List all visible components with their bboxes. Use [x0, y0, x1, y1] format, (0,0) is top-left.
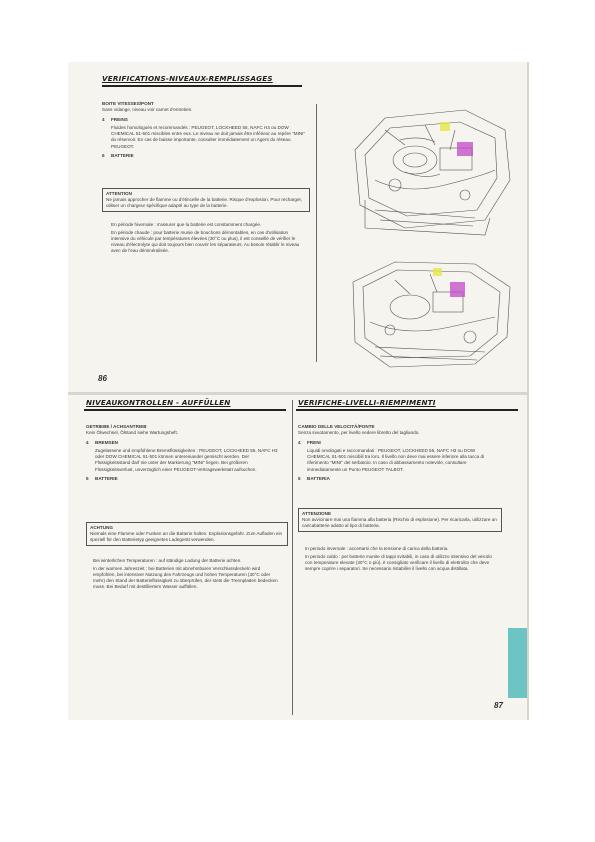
upper-heading: VERIFICATIONS-NIVEAUX-REMPLISSAGES — [102, 74, 273, 83]
winter-text: Bei winterlichen Temperaturen : auf ständige Ladung der Batterie achten. — [93, 558, 242, 563]
boite-title: BOITE VITESSES/PONT — [102, 101, 154, 106]
cambio-title: CAMBIO DELLE VELOCITÀ/PONTE — [298, 424, 375, 429]
upper-battery-text — [111, 222, 305, 256]
batteria-title: BATTERIA — [307, 475, 330, 481]
engine-bay-illustration-1 — [345, 100, 515, 240]
freni-number: 4 — [298, 440, 301, 446]
page-number-87: 87 — [494, 701, 503, 710]
cambio-text: Senza svuotamento, per livello vedere libretto del tagliando. — [298, 430, 420, 436]
attenzione-title: ATTENZIONE — [302, 511, 332, 516]
freins-text: Fluides homologués et recommandés : PEUGEOT, LOCKHEED 55, NAFC H3 ou DOW CHEMICAL 51-501 miscibles entre eux. Le niveau ne doit jamais être inférieur au repère "MINI" du réservoir. En cas de baisse importante, consulter immédiatement un Agent du réseau PEUGEOT. — [111, 125, 306, 149]
battery-highlight-2 — [450, 282, 465, 297]
batteria-number: 5 — [298, 475, 301, 481]
upper-heading-rule — [102, 85, 302, 87]
warm-text: In der warmen Jahreszeit : bei Batterien mit abnehmbaren Verschlussdeckeln wird empfohlen, bei intensiver Nutzung des Fahrzeugs und hohen Temperaturen (30°C oder mehr) den Stand der Batterieflüssigkeit zu überprüfen, der stets die Trennplatten bedecken muss. Bei Bedarf mit destilliertem Wasser auffüllen. — [93, 566, 278, 590]
batterie-de-number: 5 — [86, 475, 89, 481]
caldo-text: In periodo caldo : per batterie munite di tappi svitabili, in caso di utilizzo intensivo del veicolo con temperature elevate (30°C o più), è consigliato verificare il livello di elettrolito che deve sempre coprire i separatori. Se necessario ristabilire il livello con acqua distillata. — [305, 554, 492, 572]
achtung-text: Niemals eine Flamme oder Funken an die Batterie halten. Explosionsgefahr. Zum Aufladen ein speziell für den Batterietyp geeignetes Ladegerät verwenden. — [90, 530, 283, 542]
fluid-reservoir-highlight-2 — [433, 268, 442, 276]
lower-left-heading-rule — [84, 409, 286, 411]
engine-bay-illustration-2 — [345, 252, 515, 372]
getriebe-text: Kein Ölwechsel, Ölstand siehe Wartungsheft. — [86, 430, 179, 436]
page-fold-line — [68, 392, 527, 395]
lower-right-text-block — [298, 424, 498, 484]
batterie-title: BATTERIE — [111, 152, 134, 158]
getriebe-title: GETRIEBE / ACHSANTRIEB — [86, 424, 147, 429]
lower-center-rule — [292, 400, 293, 715]
achtung-box — [86, 522, 288, 546]
invernale-text: In periodo invernale : accertarsi che la tensione di carica della batteria. — [305, 546, 449, 551]
bremsen-number: 4 — [86, 440, 89, 446]
fluid-reservoir-highlight — [440, 122, 450, 131]
freins-number: 4 — [102, 117, 105, 123]
batterie-number: 6 — [102, 152, 105, 158]
attention-title: ATTENTION — [106, 191, 132, 196]
chaude-text: En période chaude : pour batterie munie de bouchons démontables, en cas d'utilisation intensive du véhicule par températures élevées (30°C ou plus), il est conseillé de vérifier le niveau d'électrolyte qui doit toujours bien couvrir les séparateurs. Au besoin rétablir le niveau avec de l'eau déminéralisée. — [111, 230, 300, 254]
battery-highlight — [457, 142, 473, 156]
attention-box — [102, 188, 310, 212]
lower-right-heading-rule — [296, 409, 518, 411]
page-number-86: 86 — [98, 374, 107, 383]
lower-left-battery-text — [93, 558, 283, 592]
lower-left-heading: NIVEAUKONTROLLEN - AUFFÜLLEN — [86, 398, 231, 407]
section-color-tab — [508, 628, 527, 698]
batterie-de-title: BATTERIE — [95, 475, 118, 481]
lower-right-heading: VERIFICHE-LIVELLI-RIEMPIMENTI — [298, 398, 436, 407]
upper-text-block — [102, 101, 307, 161]
lower-left-text-block — [86, 424, 281, 484]
attenzione-text: Non avvicinare mai una fiamma alla batteria (Rischio di esplosione). Per ricaricarla, utilizzare un caricabatterie adatto al tipo di batteria. — [302, 516, 497, 528]
freins-title: FREINS — [111, 117, 128, 123]
freni-text: Liquidi omologati e raccomandati : PEUGEOT, LOCKHEED 55, NAFC H3 ou DOW CHEMICAL 51-501 miscibili tra loro. Il livello non deve mai essere inferiore alla tacca di riferimento "MINI" del serbatoio. In caso di abbassamento notevole, consultare immediatamente un Punto PEUGEOT TALBOT. — [307, 448, 485, 472]
lower-right-battery-text — [305, 546, 498, 574]
achtung-title: ACHTUNG — [90, 525, 113, 530]
bremsen-title: BREMSEN — [95, 440, 118, 446]
boite-text: Sans vidange, niveau voir carnet d'entretien. — [102, 107, 193, 113]
attention-text: Ne jamais approcher de flamme ou d'étincelle de la batterie. Risque d'explosion. Pour recharger, utiliser un chargeur spécifique adapté au type de la batterie. — [106, 196, 303, 208]
upper-column-rule — [316, 104, 317, 362]
attenzione-box — [298, 508, 502, 532]
freni-title: FRENI — [307, 440, 321, 446]
bremsen-text: Zugelassene und empfohlene Bremsflüssigkeiten : PEUGEOT, LOCKHEED 55, NAFC H3 oder DOW CHEMICAL 51-501 können untereinander gemischt werden. Der Flüssigkeitsstand darf nie unter der Markierung "MINI" liegen. Bei größeren Flüssigkeitsverlust, unverzüglich einer PEUGEOT-Vertragswerkstatt aufsuchen. — [95, 448, 278, 472]
hiver-text: En période hivernale : s'assurer que la batterie est constamment chargée. — [111, 222, 262, 227]
